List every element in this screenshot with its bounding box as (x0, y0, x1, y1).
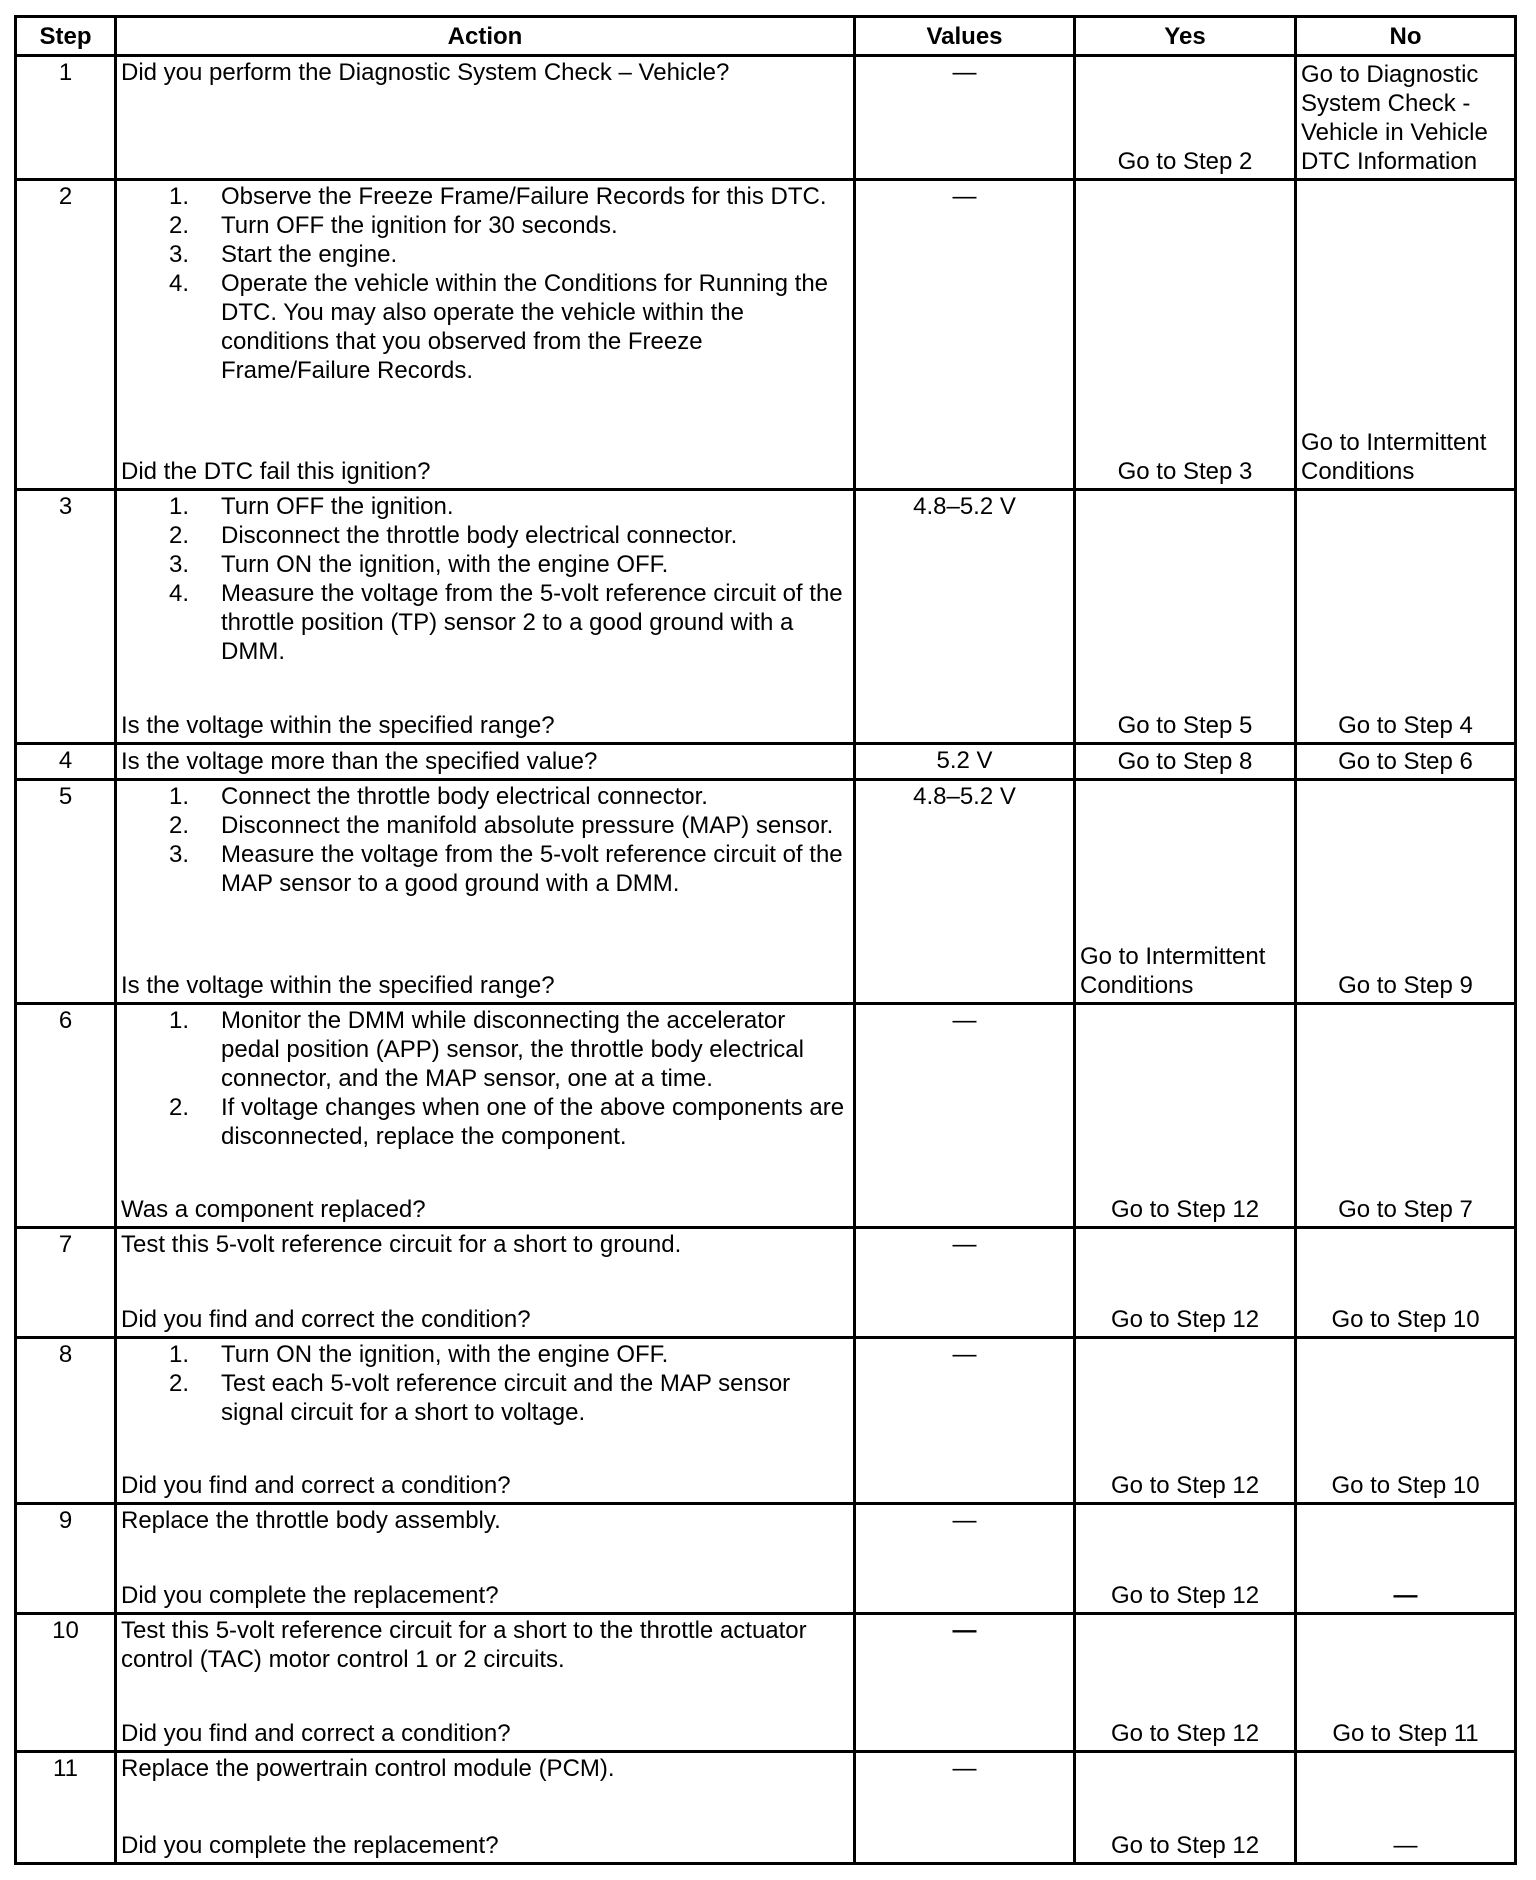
yes-link[interactable]: Go to Step 3 (1117, 458, 1253, 485)
step-number: 5 (16, 780, 116, 1004)
values-cell: — (855, 1004, 1075, 1228)
action-cell (116, 1228, 855, 1338)
no-cell (1296, 180, 1516, 490)
table-row (16, 490, 1516, 744)
action-text: Test this 5-volt reference circuit for a short to ground. (121, 1231, 682, 1258)
action-text: Test this 5-volt reference circuit for a short to the throttle actuator control (TAC) motor control 1 or 2 circuits. (121, 1617, 807, 1673)
action-text: Is the voltage more than the specified value? (121, 748, 598, 775)
header-row (16, 17, 1516, 56)
procedure-item: 1. Connect the throttle body electrical connector. (169, 783, 708, 810)
yes-link[interactable]: Go to Step 12 (1110, 1832, 1260, 1859)
yes-cell (1075, 1614, 1296, 1752)
no-dash: — (1393, 1832, 1418, 1859)
yes-cell (1075, 744, 1296, 780)
values-cell: — (855, 1504, 1075, 1614)
table-row (16, 180, 1516, 490)
no-dash: — (1393, 1582, 1418, 1609)
yes-cell (1075, 1504, 1296, 1614)
step-number: 7 (16, 1228, 116, 1338)
question-text: Is the voltage within the specified range? (121, 972, 555, 999)
procedure-list (121, 1340, 849, 1427)
yes-cell (1075, 56, 1296, 180)
procedure-list (121, 182, 849, 385)
table-row (16, 1228, 1516, 1338)
no-cell (1296, 1614, 1516, 1752)
no-cell (1296, 1338, 1516, 1504)
action-cell (116, 490, 855, 744)
action-cell (116, 56, 855, 180)
yes-cell (1075, 180, 1296, 490)
question-text: Did the DTC fail this ignition? (121, 458, 431, 485)
action-cell (116, 1004, 855, 1228)
values-cell: 4.8–5.2 V (855, 490, 1075, 744)
action-cell (116, 1614, 855, 1752)
table-row (16, 1338, 1516, 1504)
procedure-item: 2. Disconnect the manifold absolute pressure (MAP) sensor. (169, 812, 834, 839)
header-step: Step (16, 17, 116, 56)
procedure-item: 2. If voltage changes when one of the above components are disconnected, replace the component. (169, 1094, 845, 1150)
diagnostic-table (14, 15, 1517, 1865)
table-row (16, 1504, 1516, 1614)
question-text: Did you find and correct the condition? (121, 1306, 531, 1333)
procedure-item: 3. Measure the voltage from the 5-volt reference circuit of the MAP sensor to a good ground with a DMM. (169, 841, 843, 897)
values-cell: — (855, 1752, 1075, 1864)
no-cell (1296, 56, 1516, 180)
step-number: 1 (16, 56, 116, 180)
action-cell (116, 1504, 855, 1614)
no-link[interactable]: Go to Step 11 (1332, 1720, 1479, 1747)
action-text: Replace the powertrain control module (PCM). (121, 1755, 615, 1782)
yes-link[interactable]: Go to Step 12 (1110, 1720, 1260, 1747)
procedure-item: 1. Turn ON the ignition, with the engine OFF. (169, 1341, 669, 1368)
procedure-item: 2. Turn OFF the ignition for 30 seconds. (169, 212, 618, 239)
action-cell (116, 780, 855, 1004)
action-text: Did you perform the Diagnostic System Check – Vehicle? (121, 59, 730, 86)
table-row (16, 56, 1516, 180)
step-number: 4 (16, 744, 116, 780)
header-no: No (1296, 17, 1516, 56)
procedure-item: 2. Test each 5-volt reference circuit and the MAP sensor signal circuit for a short to voltage. (169, 1370, 791, 1426)
table-row (16, 1614, 1516, 1752)
no-link[interactable]: Go to Step 7 (1338, 1196, 1473, 1223)
yes-cell (1075, 1004, 1296, 1228)
no-cell (1296, 744, 1516, 780)
header-yes: Yes (1075, 17, 1296, 56)
values-cell: — (855, 1614, 1075, 1752)
values-cell: — (855, 180, 1075, 490)
step-number: 11 (16, 1752, 116, 1864)
yes-cell (1075, 490, 1296, 744)
no-cell (1296, 490, 1516, 744)
procedure-item: 3. Turn ON the ignition, with the engine OFF. (169, 551, 669, 578)
yes-link[interactable]: Go to Step 5 (1117, 712, 1253, 739)
no-link[interactable]: Go to Intermittent Conditions (1301, 429, 1487, 485)
action-cell (116, 1338, 855, 1504)
procedure-item: 1. Monitor the DMM while disconnecting the accelerator pedal position (APP) sensor, the throttle body electrical connector, and the MAP sensor, one at a time. (169, 1007, 804, 1092)
no-link[interactable]: Go to Step 9 (1338, 972, 1473, 999)
step-number: 6 (16, 1004, 116, 1228)
yes-cell (1075, 1228, 1296, 1338)
procedure-item: 3. Start the engine. (169, 241, 398, 268)
table-row (16, 1004, 1516, 1228)
table-row (16, 780, 1516, 1004)
step-number: 3 (16, 490, 116, 744)
no-cell (1296, 1004, 1516, 1228)
yes-cell (1075, 1752, 1296, 1864)
table-row (16, 744, 1516, 780)
action-cell (116, 1752, 855, 1864)
no-link[interactable]: Go to Step 4 (1338, 712, 1473, 739)
values-cell: 5.2 V (855, 744, 1075, 780)
no-cell (1296, 1504, 1516, 1614)
yes-link[interactable]: Go to Step 12 (1110, 1472, 1260, 1499)
no-cell (1296, 1228, 1516, 1338)
question-text: Was a component replaced? (121, 1196, 426, 1223)
step-number: 8 (16, 1338, 116, 1504)
procedure-item: 4. Measure the voltage from the 5-volt reference circuit of the throttle position (TP) sensor 2 to a good ground with a DMM. (169, 580, 843, 665)
procedure-list (121, 782, 849, 898)
no-link[interactable]: Go to Diagnostic System Check - Vehicle in Vehicle DTC Information (1301, 61, 1488, 175)
values-cell: — (855, 56, 1075, 180)
step-number: 9 (16, 1504, 116, 1614)
yes-link[interactable]: Go to Step 2 (1117, 148, 1253, 175)
yes-link[interactable]: Go to Step 12 (1110, 1196, 1260, 1223)
values-cell: — (855, 1228, 1075, 1338)
procedure-list (121, 1006, 849, 1151)
header-values: Values (855, 17, 1075, 56)
yes-link[interactable]: Go to Step 12 (1110, 1582, 1260, 1609)
no-cell (1296, 1752, 1516, 1864)
values-cell: 4.8–5.2 V (855, 780, 1075, 1004)
table-row (16, 1752, 1516, 1864)
yes-link[interactable]: Go to Step 12 (1110, 1306, 1260, 1333)
question-text: Did you complete the replacement? (121, 1832, 499, 1859)
action-text: Replace the throttle body assembly. (121, 1507, 501, 1534)
step-number: 10 (16, 1614, 116, 1752)
procedure-list (121, 492, 849, 666)
no-link[interactable]: Go to Step 6 (1338, 748, 1473, 775)
question-text: Did you complete the replacement? (121, 1582, 499, 1609)
question-text: Did you find and correct a condition? (121, 1720, 511, 1747)
no-link[interactable]: Go to Step 10 (1331, 1306, 1480, 1333)
no-link[interactable]: Go to Step 10 (1331, 1472, 1480, 1499)
header-action: Action (116, 17, 855, 56)
question-text: Is the voltage within the specified range? (121, 712, 555, 739)
step-number: 2 (16, 180, 116, 490)
procedure-item: 4. Operate the vehicle within the Conditions for Running the DTC. You may also operate the vehicle within the conditions that you observed from the Freeze Frame/Failure Records. (169, 270, 829, 384)
values-cell: — (855, 1338, 1075, 1504)
yes-cell (1075, 1338, 1296, 1504)
yes-link[interactable]: Go to Intermittent Conditions (1080, 943, 1266, 999)
procedure-item: 1. Turn OFF the ignition. (169, 493, 454, 520)
no-cell (1296, 780, 1516, 1004)
procedure-item: 1. Observe the Freeze Frame/Failure Records for this DTC. (169, 183, 827, 210)
action-cell (116, 744, 855, 780)
question-text: Did you find and correct a condition? (121, 1472, 511, 1499)
action-cell (116, 180, 855, 490)
yes-cell (1075, 780, 1296, 1004)
yes-link[interactable]: Go to Step 8 (1117, 748, 1253, 775)
procedure-item: 2. Disconnect the throttle body electrical connector. (169, 522, 738, 549)
